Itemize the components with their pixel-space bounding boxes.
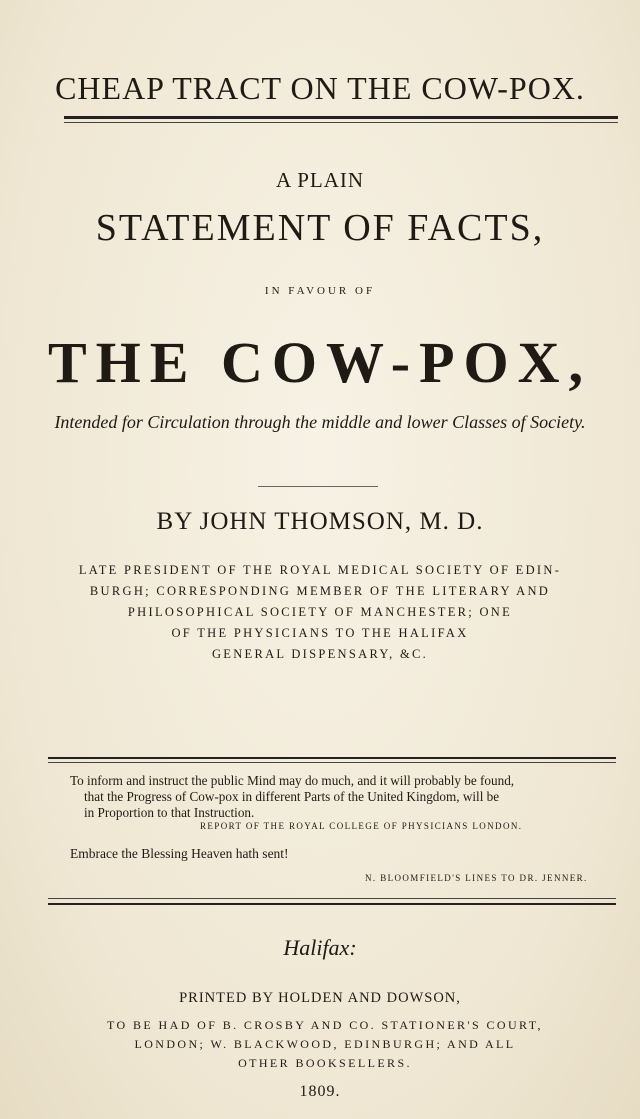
imprint-seller-line: TO BE HAD OF B. CROSBY AND CO. STATIONER'S COURT, bbox=[107, 1018, 543, 1032]
author-byline: BY JOHN THOMSON, M. D. bbox=[156, 508, 484, 535]
epigraph-rule-bottom-thin bbox=[48, 898, 616, 899]
imprint-sellers bbox=[60, 1016, 590, 1073]
title-line-cowpox: THE COW-POX, bbox=[47, 330, 593, 395]
short-divider bbox=[258, 486, 378, 487]
epigraph-rule-bottom-thick bbox=[48, 903, 616, 905]
epigraph-rule-top-thick bbox=[48, 757, 616, 759]
epigraph-source: REPORT OF THE ROYAL COLLEGE OF PHYSICIANS LONDON. bbox=[200, 821, 523, 831]
author-title-line: PHILOSOPHICAL SOCIETY OF MANCHESTER; ONE bbox=[127, 605, 513, 619]
epigraph-line: To inform and instruct the public Mind may do much, and it will probably be found, bbox=[70, 773, 515, 788]
epigraph-quote bbox=[70, 773, 626, 821]
subtitle: Intended for Circulation through the middle and lower Classes of Society. bbox=[54, 412, 586, 432]
author-titles bbox=[60, 560, 580, 665]
epigraph-source: N. BLOOMFIELD'S LINES TO DR. JENNER. bbox=[365, 873, 588, 883]
author-title-line: LATE PRESIDENT OF THE ROYAL MEDICAL SOCIETY OF EDIN- bbox=[78, 563, 562, 577]
imprint-year: 1809. bbox=[299, 1083, 341, 1100]
imprint-seller-line: LONDON; W. BLACKWOOD, EDINBURGH; AND ALL bbox=[134, 1037, 516, 1051]
author-title-line: GENERAL DISPENSARY, &C. bbox=[211, 647, 429, 661]
epigraph-line: in Proportion to that Instruction. bbox=[84, 805, 255, 820]
imprint-printer: PRINTED BY HOLDEN AND DOWSON, bbox=[179, 990, 461, 1006]
author-title-line: OF THE PHYSICIANS TO THE HALIFAX bbox=[171, 626, 469, 640]
top-rule-thick bbox=[64, 116, 618, 119]
title-line-plain: A PLAIN bbox=[275, 168, 365, 192]
epigraph-rule-top-thin bbox=[48, 762, 616, 763]
tract-heading: CHEAP TRACT ON THE COW-POX. bbox=[55, 70, 585, 106]
epigraph-line: that the Progress of Cow-pox in different Parts of the United Kingdom, will be bbox=[84, 789, 500, 804]
title-line-favour: IN FAVOUR OF bbox=[264, 285, 376, 297]
imprint-place: Halifax: bbox=[283, 935, 357, 960]
title-line-statement: STATEMENT OF FACTS, bbox=[95, 207, 545, 249]
epigraph-quote: Embrace the Blessing Heaven hath sent! bbox=[70, 846, 289, 861]
imprint-seller-line: OTHER BOOKSELLERS. bbox=[238, 1056, 412, 1070]
author-title-line: BURGH; CORRESPONDING MEMBER OF THE LITERARY AND bbox=[89, 584, 551, 598]
top-rule-thin bbox=[64, 122, 618, 123]
